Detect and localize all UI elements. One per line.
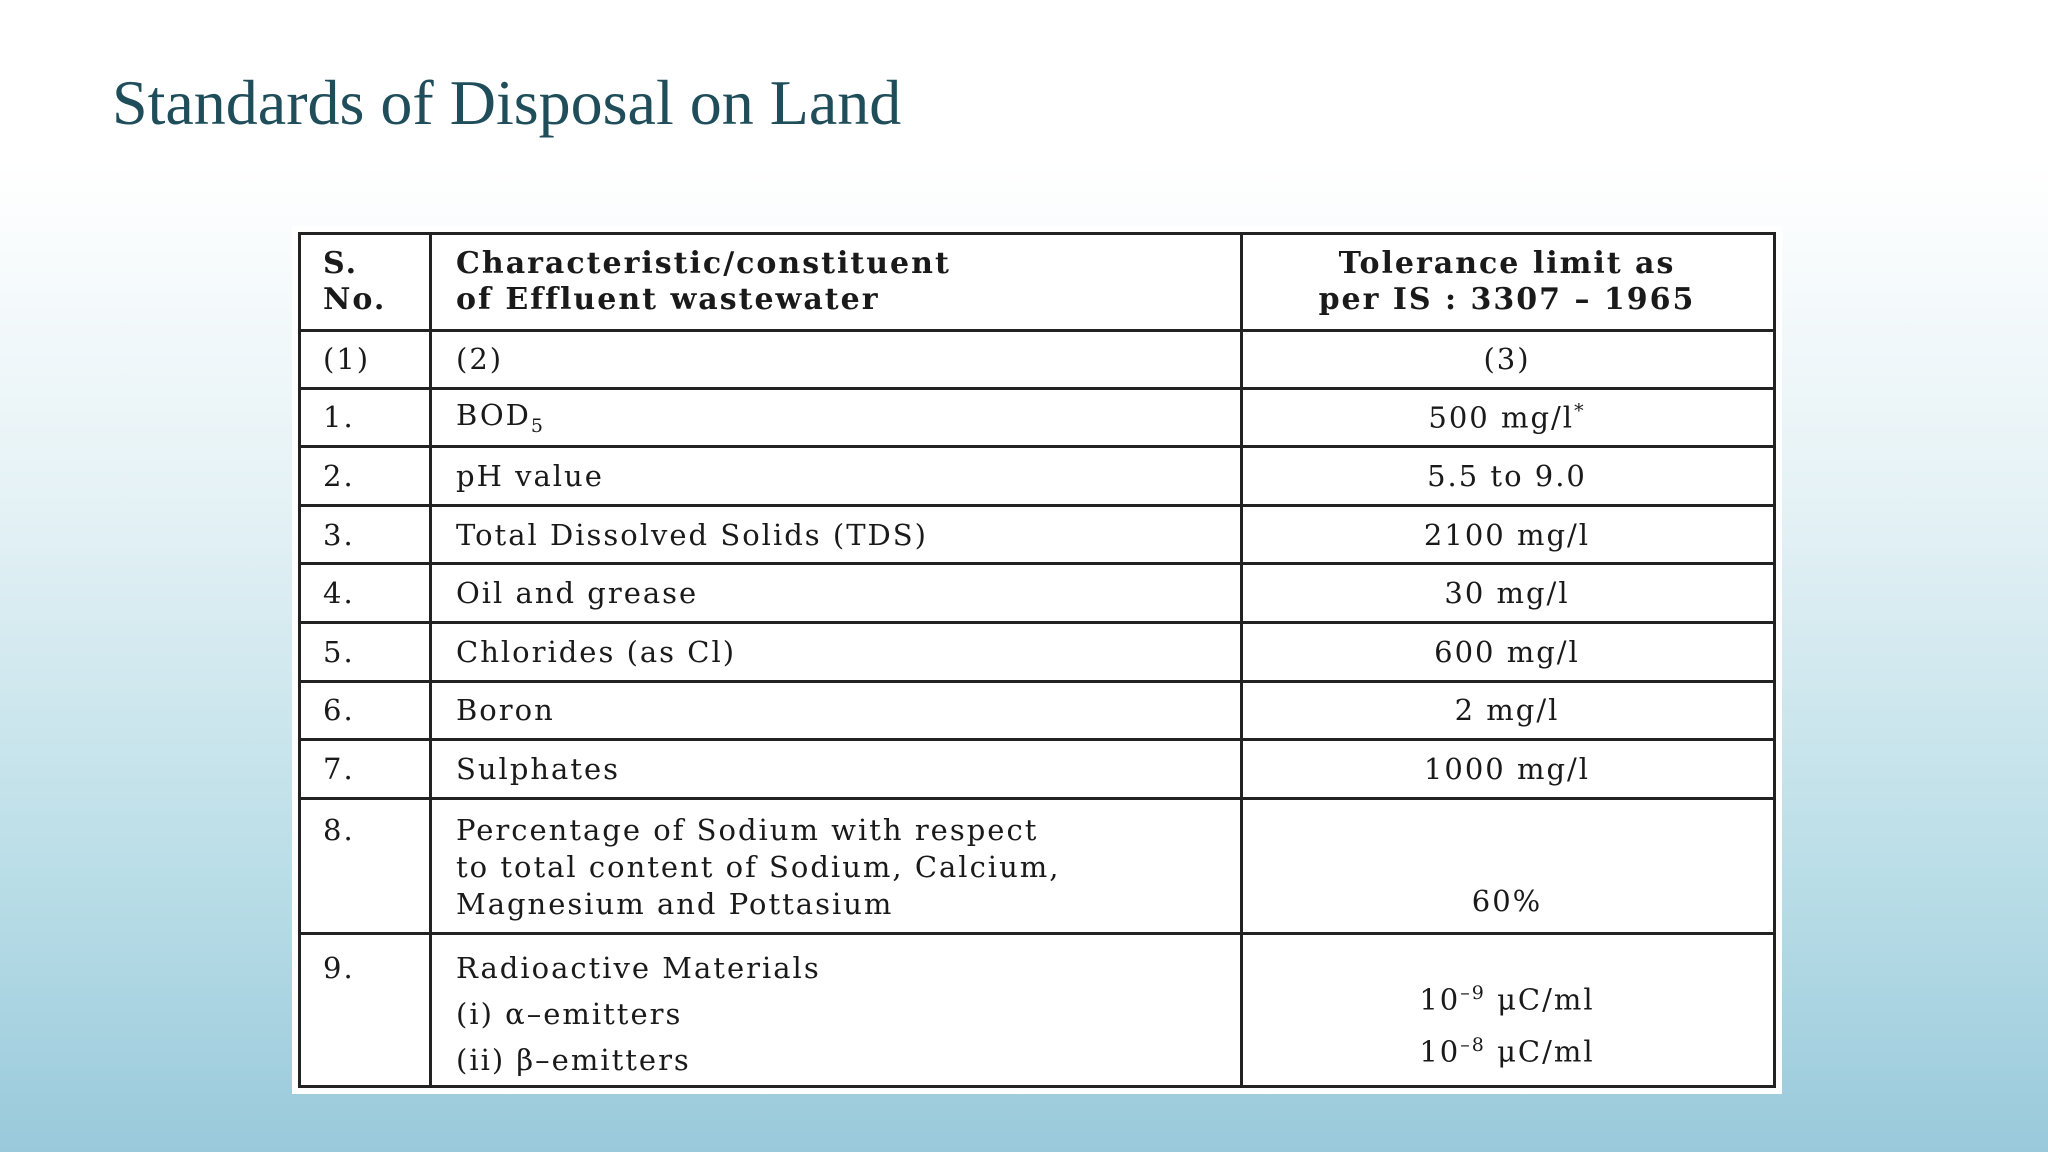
row-limit: 2100 mg/l	[1242, 505, 1775, 564]
row-sno: 4.	[300, 564, 431, 623]
row-limit: 30 mg/l	[1242, 564, 1775, 623]
row-sno: 8.	[300, 798, 431, 933]
table-row	[300, 623, 1775, 682]
row-characteristic: Boron	[431, 681, 1242, 740]
sub-item-label: (ii) β–emitters	[456, 1043, 691, 1078]
row-limit: 60%	[1242, 798, 1775, 933]
row-sno: 1.	[300, 388, 431, 447]
row-limit	[1242, 934, 1775, 1087]
row-limit: 600 mg/l	[1242, 623, 1775, 682]
table-row	[300, 447, 1775, 506]
sub-item-limit: $10^{-8}$ μC/ml	[1419, 1034, 1595, 1069]
column-number: (3)	[1242, 331, 1775, 389]
table-row	[300, 934, 1775, 1087]
sub-item-label: (i) α–emitters	[456, 997, 683, 1032]
sub-item-limit: $10^{-9}$ μC/ml	[1419, 981, 1595, 1017]
slide-title: Standards of Disposal on Land	[112, 67, 902, 138]
table-row	[300, 388, 1775, 447]
header-tolerance: Tolerance limit as per IS : 3307 – 1965	[1242, 234, 1775, 331]
header-characteristic: Characteristic/constituent of Effluent wastewater	[431, 234, 1242, 331]
table-row	[300, 681, 1775, 740]
standards-table-image	[292, 226, 1782, 1094]
table-header-row	[300, 234, 1775, 331]
table-row	[300, 798, 1775, 933]
row-sno: 2.	[300, 447, 431, 506]
row-characteristic: Chlorides (as Cl)	[431, 623, 1242, 682]
row-characteristic: Percentage of Sodium with respect to total content of Sodium, Calcium, Magnesium and Pottasium	[431, 798, 1242, 933]
column-number: (1)	[300, 331, 431, 389]
table-row	[300, 740, 1775, 799]
row-sno: 5.	[300, 623, 431, 682]
row-characteristic: pH value	[431, 447, 1242, 506]
table-row	[300, 564, 1775, 623]
header-sno: S. No.	[300, 234, 431, 331]
row-sno: 3.	[300, 505, 431, 564]
row-characteristic: Radioactive Materials (i) α–emitters (ii) β–emitters	[431, 934, 1242, 1087]
standards-table	[298, 232, 1776, 1088]
row-sno: 6.	[300, 681, 431, 740]
row-limit: 2 mg/l	[1242, 681, 1775, 740]
column-number: (2)	[431, 331, 1242, 389]
row-characteristic: Sulphates	[431, 740, 1242, 799]
table-row	[300, 505, 1775, 564]
row-limit: 1000 mg/l	[1242, 740, 1775, 799]
row-characteristic: Oil and grease	[431, 564, 1242, 623]
column-number-row	[300, 331, 1775, 389]
row-sno: 7.	[300, 740, 431, 799]
row-characteristic: Total Dissolved Solids (TDS)	[431, 505, 1242, 564]
row-limit: 500 mg/l*	[1242, 388, 1775, 447]
row-limit: 5.5 to 9.0	[1242, 447, 1775, 506]
row-sno: 9.	[300, 934, 431, 1087]
row-characteristic: $BOD_5$	[431, 388, 1242, 447]
